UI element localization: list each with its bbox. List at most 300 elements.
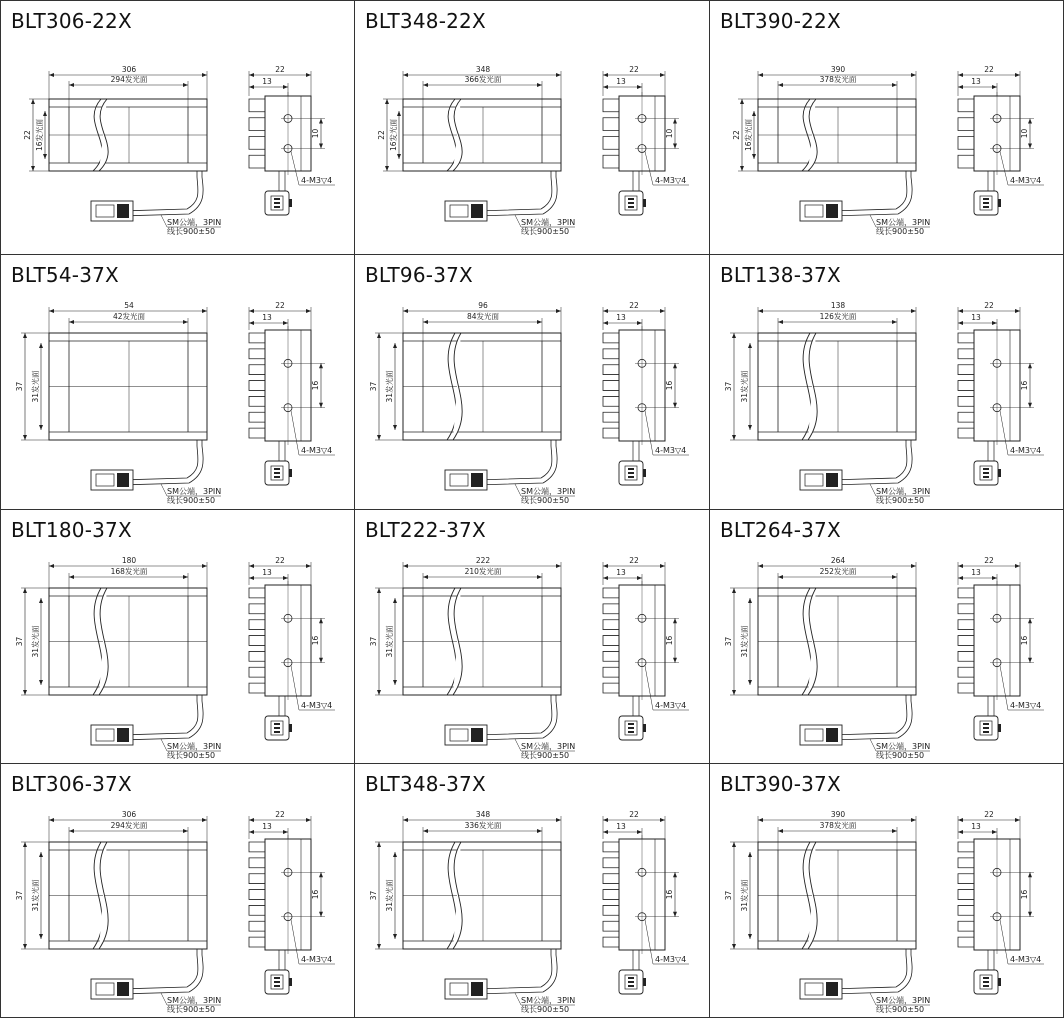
arrow-head [23,588,27,593]
arrow-head [758,73,763,77]
arrow-head [1028,658,1032,663]
arrow-head [748,343,752,348]
height-dimension-label: 37 [369,381,378,392]
arrow-head [202,309,207,313]
length-dimension-label: 390 [830,65,846,74]
arrow-head [673,872,677,877]
leader-line [291,411,299,455]
arrow-head [992,830,997,834]
emit-length-label: 336发光面 [464,821,502,830]
arrow-head [23,690,27,695]
arrow-head [992,576,997,580]
arrow-head [732,842,736,847]
arrow-head [1015,73,1020,77]
emit-length-label: 42发光面 [112,312,146,321]
arrow-head [958,309,963,313]
height-dimension-label: 37 [15,381,24,392]
arrow-head [603,564,608,568]
arrow-head [732,690,736,695]
connector-pin [628,198,634,200]
leader-line [291,920,299,964]
hole-note-label: 4-M3▽4 [655,955,687,964]
arrow-head [49,564,54,568]
arrow-head [537,829,542,833]
height-dimension-label: 37 [724,381,733,392]
arrow-head [958,830,963,834]
arrow-head [603,818,608,822]
heatsink-fin [603,396,619,406]
heatsink-fin [603,921,619,931]
arrow-head [748,934,752,939]
panel-title: BLT222-37X [365,518,486,542]
panel-drawing [710,1,1064,255]
emit-length-label: 378发光面 [819,75,857,84]
length-dimension-label: 348 [475,810,491,819]
connector-pin [274,206,280,208]
arrow-head [758,818,763,822]
arrow-head [748,425,752,430]
arrow-head [319,144,323,149]
arrow-head [637,321,642,325]
cable-note-connector: SM公端，3PIN [521,487,576,496]
arrow-head [39,852,43,857]
arrow-head [69,320,74,324]
side-offset-label: 13 [971,77,981,86]
arrow-head [603,73,608,77]
cable-note-connector: SM公端，3PIN [876,996,931,1005]
arrow-head [306,564,311,568]
side-offset-label: 13 [971,568,981,577]
drawing-panel [0,764,355,1018]
heatsink-fin [249,381,265,391]
emit-height-label: 31发光面 [31,625,40,658]
arrow-head [673,119,677,124]
heatsink-fin [249,604,265,614]
height-dimension-label: 37 [15,890,24,901]
side-width-label: 22 [984,810,994,819]
heatsink-fin [603,118,619,131]
heatsink-fin [958,667,974,677]
height-dimension-label: 37 [369,890,378,901]
heatsink-fin [958,349,974,359]
arrow-head [892,829,897,833]
heatsink-fin [958,381,974,391]
side-offset-label: 13 [262,568,272,577]
heatsink-fin [249,137,265,150]
hole-note-label: 4-M3▽4 [1010,955,1042,964]
hole-pitch-label: 16 [311,889,320,900]
arrow-head [377,944,381,949]
hole-pitch-label: 16 [311,380,320,391]
connector-pin [274,468,280,470]
cable-note-connector: SM公端，3PIN [167,996,222,1005]
arrow-head [992,85,997,89]
connector-pins [117,204,129,218]
arrow-head [778,575,783,579]
heatsink-fin [603,842,619,852]
connector-pins [471,204,483,218]
side-width-label: 22 [629,556,639,565]
arrow-head [537,83,542,87]
arrow-head [992,321,997,325]
panel-drawing [355,510,710,764]
panel-drawing [1,1,355,255]
heatsink-fin [603,636,619,646]
heatsink-fin [249,428,265,438]
cable-note-length: 线长900±50 [167,227,216,236]
drawing-panel [355,764,710,1018]
arrow-head [1015,309,1020,313]
arrow-head [673,912,677,917]
heatsink-fin [249,667,265,677]
arrow-head [1028,403,1032,408]
hole-note-label: 4-M3▽4 [301,701,333,710]
arrow-head [319,872,323,877]
heatsink-fin [603,412,619,422]
arrow-head [778,829,783,833]
arrow-head [556,73,561,77]
arrow-head [892,575,897,579]
arrow-head [202,818,207,822]
side-offset-label: 13 [616,313,626,322]
side-width-label: 22 [984,556,994,565]
connector-pin [274,476,280,478]
cable-note-connector: SM公端，3PIN [521,742,576,751]
arrow-head [1028,872,1032,877]
heatsink-fin [958,118,974,131]
height-dimension-label: 22 [732,130,741,140]
side-offset-label: 13 [616,822,626,831]
arrow-head [393,934,397,939]
arrow-head [403,564,408,568]
arrow-head [393,680,397,685]
leader-line [291,152,299,186]
side-offset-label: 13 [971,822,981,831]
connector-pin [274,977,280,979]
emit-height-label: 31发光面 [31,879,40,912]
heatsink-fin [249,905,265,915]
heatsink-fin [249,349,265,359]
leader-line [1000,411,1008,455]
arrow-head [249,73,254,77]
arrow-head [31,99,35,104]
emit-length-label: 126发光面 [819,312,857,321]
arrow-head [249,564,254,568]
side-offset-label: 13 [262,77,272,86]
arrow-head [183,829,188,833]
heatsink-fin [603,333,619,343]
panel-title: BLT138-37X [720,263,841,287]
arrow-head [637,830,642,834]
arrow-head [732,588,736,593]
emit-height-label: 31发光面 [740,625,749,658]
side-offset-label: 13 [262,313,272,322]
arrow-head [423,829,428,833]
arrow-head [637,85,642,89]
arrow-head [740,166,744,171]
connector-pin [983,985,989,987]
arrow-head [673,618,677,623]
arrow-head [778,320,783,324]
connector-pin [628,472,634,474]
arrow-head [423,575,428,579]
heatsink-fin [249,683,265,693]
heatsink-fin [958,636,974,646]
arrow-head [249,309,254,313]
heatsink-fin [603,604,619,614]
arrow-head [673,658,677,663]
arrow-head [603,309,608,313]
leader-line [645,920,653,964]
connector-tab [643,199,646,207]
length-dimension-label: 306 [121,810,137,819]
arrow-head [1028,912,1032,917]
side-width-label: 22 [275,556,285,565]
hole-note-label: 4-M3▽4 [1010,701,1042,710]
heatsink-fin [249,874,265,884]
connector-pin [983,727,989,729]
connector-tab [998,199,1001,207]
arrow-head [183,575,188,579]
arrow-head [393,852,397,857]
length-dimension-label: 180 [121,556,137,565]
connector-tab [289,199,292,207]
arrow-head [660,73,665,77]
arrow-head [892,320,897,324]
heatsink-fin [249,937,265,947]
heatsink-fin [249,365,265,375]
arrow-head [283,321,288,325]
heatsink-fin [249,396,265,406]
arrow-head [202,564,207,568]
arrow-head [377,842,381,847]
heatsink-fin [603,99,619,112]
emit-height-label: 31发光面 [740,370,749,403]
leader-line [1000,152,1008,186]
connector-pins [826,473,838,487]
connector-pin [983,731,989,733]
cable-note-connector: SM公端，3PIN [521,218,576,227]
connector-tab [289,978,292,986]
arrow-head [39,934,43,939]
arrow-head [423,83,428,87]
side-width-label: 22 [984,65,994,74]
arrow-head [603,85,608,89]
arrow-head [49,818,54,822]
arrow-head [958,564,963,568]
cable-note-length: 线长900±50 [167,496,216,505]
heatsink-fin [603,651,619,661]
heatsink-fin [603,667,619,677]
heatsink-fin [249,842,265,852]
panel-drawing [1,510,355,764]
connector-pin [274,731,280,733]
leader-line [645,152,653,186]
connector-pin [628,731,634,733]
arrow-head [732,333,736,338]
heatsink-fin [249,620,265,630]
heatsink-fin [958,842,974,852]
hole-pitch-label: 10 [665,128,674,139]
arrow-head [393,425,397,430]
arrow-head [306,818,311,822]
heatsink-fin [603,349,619,359]
connector-pin [628,476,634,478]
connector-pin [274,202,280,204]
arrow-head [556,564,561,568]
connector-tab [643,724,646,732]
arrow-head [958,321,963,325]
hole-pitch-label: 16 [1020,380,1029,391]
emit-height-label: 31发光面 [385,625,394,658]
heatsink-fin [958,333,974,343]
heatsink-fin [603,937,619,947]
leader-line [1000,666,1008,710]
arrow-head [319,403,323,408]
heatsink-fin [958,874,974,884]
arrow-head [385,99,389,104]
arrow-head [660,309,665,313]
arrow-head [752,111,756,116]
arrow-head [911,73,916,77]
arrow-head [556,309,561,313]
hole-note-label: 4-M3▽4 [655,176,687,185]
emit-height-label: 16发光面 [744,118,753,152]
arrow-head [385,166,389,171]
arrow-head [249,576,254,580]
side-offset-label: 13 [971,313,981,322]
hole-note-label: 4-M3▽4 [1010,176,1042,185]
heatsink-fin [603,874,619,884]
arrow-head [249,818,254,822]
arrow-head [958,818,963,822]
drawing-panel [355,0,710,255]
cable-note-length: 线长900±50 [521,227,570,236]
arrow-head [319,363,323,368]
arrow-head [249,321,254,325]
cable-note-connector: SM公端，3PIN [876,742,931,751]
side-width-label: 22 [984,301,994,310]
heatsink-fin [958,396,974,406]
arrow-head [23,333,27,338]
connector-pin [983,977,989,979]
connector-tab [289,469,292,477]
connector-pin [983,468,989,470]
height-dimension-label: 37 [15,636,24,647]
heatsink-fin [958,905,974,915]
arrow-head [397,111,401,116]
heatsink-fin [249,412,265,422]
cable-note-length: 线长900±50 [167,1005,216,1014]
arrow-head [958,85,963,89]
panel-drawing [1,255,355,510]
cable-note-connector: SM公端，3PIN [167,742,222,751]
heatsink-fin [603,620,619,630]
hole-pitch-label: 16 [1020,889,1029,900]
side-offset-label: 13 [616,77,626,86]
arrow-head [306,73,311,77]
heatsink-fin [958,683,974,693]
panel-title: BLT390-37X [720,772,841,796]
arrow-head [958,576,963,580]
heatsink-fin [958,921,974,931]
connector-pin [983,476,989,478]
arrow-head [892,83,897,87]
arrow-head [1028,144,1032,149]
arrow-head [283,576,288,580]
heatsink-fin [249,651,265,661]
drawing-panel [355,510,710,764]
arrow-head [958,73,963,77]
arrow-head [49,309,54,313]
arrow-head [43,154,47,159]
arrow-head [283,830,288,834]
arrow-head [660,564,665,568]
connector-pin [983,981,989,983]
arrow-head [748,680,752,685]
leader-line [291,666,299,710]
arrow-head [249,85,254,89]
cable-note-length: 线长900±50 [876,227,925,236]
connector-pin [983,198,989,200]
panel-drawing [1,764,355,1018]
length-dimension-label: 138 [830,301,846,310]
emit-length-label: 378发光面 [819,821,857,830]
hole-note-label: 4-M3▽4 [1010,446,1042,455]
arrow-head [43,111,47,116]
connector-pin [274,727,280,729]
arrow-head [393,598,397,603]
arrow-head [423,320,428,324]
panel-title: BLT348-37X [365,772,486,796]
arrow-head [183,83,188,87]
arrow-head [911,564,916,568]
connector-pins [471,982,483,996]
heatsink-fin [249,155,265,168]
connector-pin [628,468,634,470]
leader-line [645,411,653,455]
heatsink-fin [249,333,265,343]
arrow-head [393,343,397,348]
connector-pin [274,198,280,200]
emit-height-label: 31发光面 [385,879,394,912]
emit-length-label: 252发光面 [819,567,857,576]
length-dimension-label: 222 [475,556,491,565]
panel-drawing [710,255,1064,510]
cable-note-length: 线长900±50 [521,751,570,760]
heatsink-fin [958,604,974,614]
cable-note-length: 线长900±50 [876,751,925,760]
arrow-head [69,575,74,579]
arrow-head [603,321,608,325]
arrow-head [603,576,608,580]
arrow-head [660,818,665,822]
arrow-head [748,598,752,603]
arrow-head [283,85,288,89]
panel-drawing [355,764,710,1018]
arrow-head [39,680,43,685]
side-width-label: 22 [629,301,639,310]
emit-height-label: 31发光面 [385,370,394,403]
arrow-head [49,73,54,77]
arrow-head [39,598,43,603]
heatsink-fin [603,905,619,915]
length-dimension-label: 54 [124,301,134,310]
cable-note-length: 线长900±50 [521,496,570,505]
arrow-head [1015,564,1020,568]
emit-height-label: 31发光面 [31,370,40,403]
panel-drawing [355,255,710,510]
